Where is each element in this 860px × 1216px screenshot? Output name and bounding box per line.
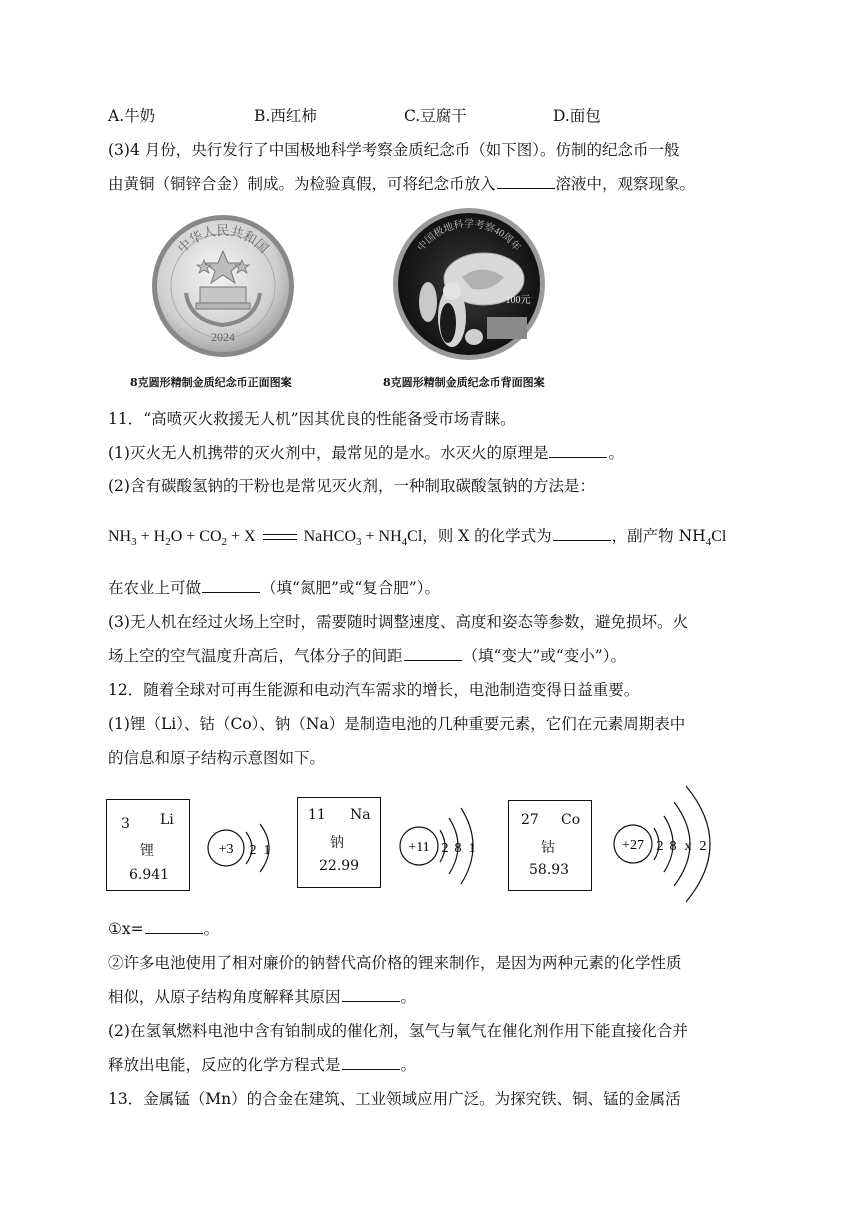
q12-x: ①x= 。 [108,920,220,938]
answer-blank[interactable] [553,526,611,541]
electron-count: 2 [441,841,449,856]
answer-blank[interactable] [342,987,400,1002]
element-name: 锂 [140,843,154,859]
answer-blank[interactable] [342,1055,400,1070]
atomic-number: 27 [521,812,539,828]
option-d: D.面包 [553,107,601,125]
element-card-co [508,800,592,891]
equals-sign [263,534,297,540]
electron-count: 2 [249,843,257,858]
nucleus-charge: +11 [408,840,430,855]
atomic-mass: 6.941 [129,867,170,883]
electron-count: 2 [656,839,664,854]
electron-count: 8 [454,841,462,856]
q12-part3-line2: 释放出电能，反应的化学方程式是 。 [108,1056,417,1074]
answer-blank[interactable] [549,443,607,458]
element-symbol: Li [160,812,174,828]
element-symbol: Na [350,807,371,823]
atomic-mass: 22.99 [319,858,360,874]
atom-structure-li [198,808,288,888]
answer-blank[interactable] [404,646,462,661]
atomic-mass: 58.93 [529,862,570,878]
q12-part2-line1: ②许多电池使用了相对廉价的钠替代高价格的锂来制作，是因为两种元素的化学性质 [108,954,682,972]
atom-structure-na [393,798,493,894]
q11-part2: (2)含有碳酸氢钠的干粉也是常见灭火剂，一种制取碳酸氢钠的方法是： [108,477,595,495]
coin-back-rim-text: 中国极地科学考察40周年 [415,219,523,254]
option-a: A.牛奶 [108,107,156,125]
electron-count: 8 [669,839,677,854]
element-name: 钴 [541,840,555,856]
coin-back-caption: 8克圆形精制金质纪念币背面图案 [383,376,545,389]
q11-part3-line1: (3)无人机在经过火场上空时，需要随时调整速度、高度和姿态等参数，避免损坏。火 [108,613,688,631]
option-c: C.豆腐干 [404,107,467,125]
q11-part2-b: 在农业上可做 （填“氮肥”或“复合肥”）。 [108,579,440,597]
element-symbol: Co [561,812,581,828]
q12-part3-line1: (2)在氢氧燃料电池中含有铂制成的催化剂，氢气与氧气在催化剂作用下能直接化合并 [108,1022,688,1040]
q12-part1-line1: (1)锂（Li）、钴（Co）、钠（Na）是制造电池的几种重要元素，它们在元素周期表中 [108,715,686,733]
element-name: 钠 [330,835,344,851]
coin-back-image [392,207,547,362]
coin-front-caption: 8克圆形精制金质纪念币正面图案 [130,376,292,389]
q3-line2: 由黄铜（铜锌合金）制成。为检验真假，可将纪念币放入 溶液中，观察现象。 [108,175,696,193]
option-b: B.西红柿 [254,107,317,125]
coin-back-value: 100元 [505,295,531,306]
answer-blank[interactable] [202,578,260,593]
q12-title: 12．随着全球对可再生能源和电动汽车需求的增长，电池制造变得日益重要。 [108,681,640,699]
element-card-na [297,797,381,888]
atomic-number: 11 [308,807,326,823]
nucleus-charge: +27 [622,838,644,853]
q13-line1: 13．金属锰（Mn）的合金在建筑、工业领域应用广泛。为探究铁、铜、锰的金属活 [108,1090,681,1108]
coin-front-year: 2024 [211,330,235,344]
electron-count: x [684,839,692,854]
element-card-li [106,799,190,891]
coin-front-rim-text: 中华人民共和国 [174,223,272,256]
electron-count: 1 [468,841,476,856]
q11-part1: (1)灭火无人机携带的灭火剂中，最常见的是水。水灭火的原理是 。 [108,444,624,462]
atom-structure-co [608,778,738,908]
q3-line1: (3)4 月份，央行发行了中国极地科学考察金质纪念币（如下图）。仿制的纪念币一般 [108,141,680,159]
reaction-equation: $NH_3 + H_2O + CO_2 + X$ NaHCO$_3$ + $NH_4Cl$，则 X 的化学式为 ，副产物 $NH_4Cl$ [108,527,727,549]
q12-part1-line2: 的信息和原子结构示意图如下。 [108,749,326,767]
coin-front-image [150,213,296,359]
answer-blank[interactable] [145,919,203,934]
q11-title: 11．“高喷灭火救援无人机”因其优良的性能备受市场青睐。 [108,410,516,428]
q12-part2-line2: 相似，从原子结构角度解释其原因 。 [108,988,417,1006]
electron-count: 1 [263,843,271,858]
q11-part3-line2: 场上空的空气温度升高后，气体分子的间距 （填“变大”或“变小”）。 [108,647,626,665]
electron-count: 2 [699,839,707,854]
nucleus-charge: +3 [218,842,234,857]
answer-blank[interactable] [497,174,555,189]
atomic-number: 3 [121,816,130,832]
